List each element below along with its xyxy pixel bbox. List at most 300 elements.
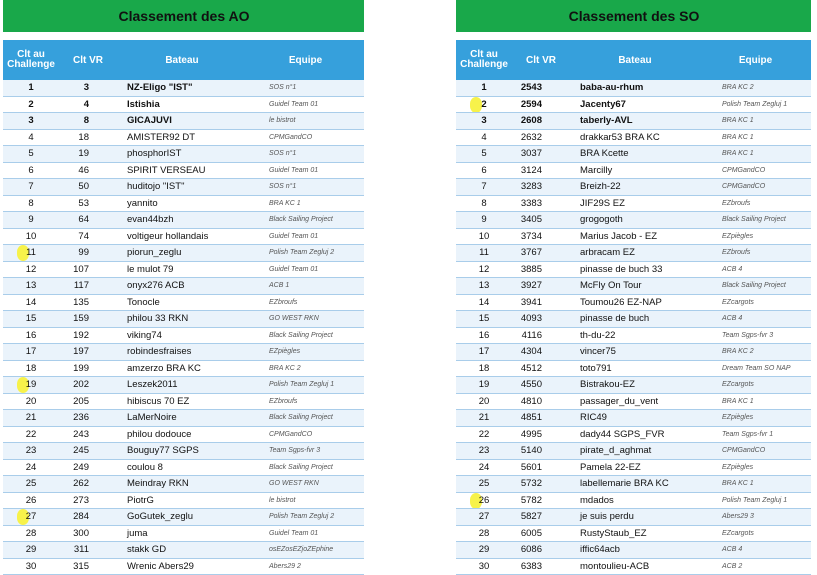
table-row [3,410,364,427]
boat-name-cell: GoGutek_zeglu [117,509,247,526]
table-row [3,377,364,394]
rank-cell: 6 [3,162,59,179]
boat-name-cell: je suis perdu [570,509,700,526]
team-cell: EZcargots [700,377,811,394]
boat-name-cell: toto791 [570,360,700,377]
team-cell: SOS n°1 [247,80,364,96]
boat-name-cell: drakkar53 BRA KC [570,129,700,146]
vr-rank-cell: 249 [59,459,117,476]
boat-name-cell: Wrenic Abers29 [117,558,247,575]
team-cell: BRA KC 2 [700,80,811,96]
team-cell: SOS n°1 [247,179,364,196]
boat-name-cell: taberly-AVL [570,113,700,130]
table-row [456,360,811,377]
team-cell: BRA KC 1 [700,146,811,163]
table-row [3,327,364,344]
vr-rank-cell: 3383 [512,195,570,212]
so-ranking-table [456,40,811,575]
vr-rank-cell: 99 [59,245,117,262]
table-row [456,509,811,526]
table-row [3,245,364,262]
rank-cell: 30 [456,558,512,575]
team-cell: BRA KC 1 [247,195,364,212]
rank-cell: 7 [456,179,512,196]
so-ranking-panel [456,0,811,572]
header-equipe: Equipe [700,40,811,80]
vr-rank-cell: 2594 [512,96,570,113]
team-cell: EZbroufs [247,393,364,410]
team-cell: EZbroufs [700,245,811,262]
ao-header-row [3,40,364,80]
team-cell: EZpiègles [247,344,364,361]
vr-rank-cell: 4810 [512,393,570,410]
boat-name-cell: pinasse de buch [570,311,700,328]
table-row [3,542,364,559]
boat-name-cell: Breizh-22 [570,179,700,196]
team-cell: Black Sailing Project [247,410,364,427]
rank-cell: 8 [3,195,59,212]
rank-cell: 4 [3,129,59,146]
vr-rank-cell: 4512 [512,360,570,377]
rank-cell: 20 [3,393,59,410]
vr-rank-cell: 2543 [512,80,570,96]
boat-name-cell: Istishia [117,96,247,113]
vr-rank-cell: 3405 [512,212,570,229]
rank-cell: 6 [456,162,512,179]
table-row [456,344,811,361]
table-row [456,377,811,394]
rank-cell: 17 [456,344,512,361]
table-row [456,525,811,542]
vr-rank-cell: 197 [59,344,117,361]
boat-name-cell: amzerzo BRA KC [117,360,247,377]
rank-cell: 23 [456,443,512,460]
rank-cell: 11 [456,245,512,262]
rank-cell: 26 [456,492,512,509]
boat-name-cell: juma [117,525,247,542]
table-row [456,96,811,113]
team-cell: Polish Team Zegluj 1 [700,492,811,509]
boat-name-cell: passager_du_vent [570,393,700,410]
rank-cell: 1 [3,80,59,96]
table-row [456,542,811,559]
rank-cell: 14 [456,294,512,311]
team-cell: Polish Team Zegluj 1 [247,377,364,394]
rank-cell: 27 [3,509,59,526]
table-row [3,443,364,460]
team-cell: Polish Team Zegluj 2 [247,245,364,262]
rank-cell: 5 [3,146,59,163]
boat-name-cell: voltigeur hollandais [117,228,247,245]
table-row [456,113,811,130]
table-row [3,162,364,179]
vr-rank-cell: 117 [59,278,117,295]
boat-name-cell: labellemarie BRA KC [570,476,700,493]
boat-name-cell: Toumou26 EZ-NAP [570,294,700,311]
vr-rank-cell: 107 [59,261,117,278]
table-row [3,525,364,542]
boat-name-cell: pirate_d_aghmat [570,443,700,460]
header-challenge: Clt au Challenge [3,40,59,80]
table-row [456,80,811,96]
team-cell: EZbroufs [247,294,364,311]
boat-name-cell: mdados [570,492,700,509]
table-row [3,311,364,328]
boat-name-cell: iffic64acb [570,542,700,559]
vr-rank-cell: 3037 [512,146,570,163]
vr-rank-cell: 3283 [512,179,570,196]
team-cell: EZpiègles [700,459,811,476]
rank-cell: 21 [456,410,512,427]
boat-name-cell: NZ-Eligo "IST" [117,80,247,96]
vr-rank-cell: 199 [59,360,117,377]
table-row [3,360,364,377]
rank-cell: 13 [456,278,512,295]
table-row [3,146,364,163]
vr-rank-cell: 262 [59,476,117,493]
boat-name-cell: le mulot 79 [117,261,247,278]
table-row [456,558,811,575]
rank-cell: 15 [456,311,512,328]
vr-rank-cell: 311 [59,542,117,559]
header-vr: Clt VR [512,40,570,80]
team-cell: EZbroufs [700,195,811,212]
vr-rank-cell: 236 [59,410,117,427]
table-row [456,492,811,509]
rank-cell: 14 [3,294,59,311]
team-cell: ACB 1 [247,278,364,295]
table-row [456,261,811,278]
vr-rank-cell: 2632 [512,129,570,146]
table-row [456,459,811,476]
rank-cell: 24 [3,459,59,476]
team-cell: Black Sailing Project [700,278,811,295]
table-row [3,492,364,509]
table-row [456,179,811,196]
boat-name-cell: piorun_zeglu [117,245,247,262]
table-row [456,327,811,344]
vr-rank-cell: 19 [59,146,117,163]
header-equipe: Equipe [247,40,364,80]
table-row [3,278,364,295]
team-cell: BRA KC 1 [700,129,811,146]
boat-name-cell: arbracam EZ [570,245,700,262]
rank-cell: 7 [3,179,59,196]
vr-rank-cell: 5601 [512,459,570,476]
vr-rank-cell: 8 [59,113,117,130]
table-row [3,129,364,146]
vr-rank-cell: 245 [59,443,117,460]
boat-name-cell: JIF29S EZ [570,195,700,212]
rank-cell: 1 [456,80,512,96]
boat-name-cell: AMISTER92 DT [117,129,247,146]
rank-cell: 15 [3,311,59,328]
boat-name-cell: GICAJUVI [117,113,247,130]
team-cell: Polish Team Zegluj 1 [700,96,811,113]
ao-title: Classement des AO [118,8,250,24]
rank-cell: 18 [456,360,512,377]
rank-cell: 20 [456,393,512,410]
team-cell: Team Sgps-fvr 3 [247,443,364,460]
team-cell: Guidel Team 01 [247,96,364,113]
table-row [3,179,364,196]
table-row [456,393,811,410]
boat-name-cell: RustyStaub_EZ [570,525,700,542]
rank-cell: 9 [3,212,59,229]
team-cell: Guidel Team 01 [247,261,364,278]
header-bateau: Bateau [117,40,247,80]
rank-cell: 3 [3,113,59,130]
vr-rank-cell: 4550 [512,377,570,394]
team-cell: BRA KC 1 [700,476,811,493]
vr-rank-cell: 4851 [512,410,570,427]
boat-name-cell: onyx276 ACB [117,278,247,295]
team-cell: ACB 4 [700,261,811,278]
team-cell: ACB 4 [700,311,811,328]
vr-rank-cell: 159 [59,311,117,328]
rank-cell: 2 [3,96,59,113]
rank-cell: 29 [456,542,512,559]
team-cell: osEZosEZjoZEphine [247,542,364,559]
boat-name-cell: huditojo "IST" [117,179,247,196]
team-cell: SOS n°1 [247,146,364,163]
vr-rank-cell: 6383 [512,558,570,575]
team-cell: EZpiègles [700,228,811,245]
team-cell: Guidel Team 01 [247,228,364,245]
vr-rank-cell: 3734 [512,228,570,245]
boat-name-cell: RIC49 [570,410,700,427]
vr-rank-cell: 5140 [512,443,570,460]
team-cell: CPMGandCO [700,443,811,460]
boat-name-cell: Marcilly [570,162,700,179]
boat-name-cell: dady44 SGPS_FVR [570,426,700,443]
vr-rank-cell: 273 [59,492,117,509]
vr-rank-cell: 50 [59,179,117,196]
so-title-banner [456,0,811,32]
boat-name-cell: LaMerNoire [117,410,247,427]
rank-cell: 29 [3,542,59,559]
table-row [456,476,811,493]
boat-name-cell: Meindray RKN [117,476,247,493]
boat-name-cell: PiotrG [117,492,247,509]
vr-rank-cell: 5827 [512,509,570,526]
table-row [456,195,811,212]
rank-cell: 18 [3,360,59,377]
team-cell: CPMGandCO [700,162,811,179]
table-row [3,96,364,113]
table-row [3,80,364,96]
boat-name-cell: vincer75 [570,344,700,361]
team-cell: EZcargots [700,525,811,542]
table-row [3,426,364,443]
team-cell: CPMGandCO [700,179,811,196]
team-cell: CPMGandCO [247,129,364,146]
rank-cell: 9 [456,212,512,229]
table-row [456,426,811,443]
rank-cell: 30 [3,558,59,575]
vr-rank-cell: 3885 [512,261,570,278]
table-row [3,344,364,361]
vr-rank-cell: 64 [59,212,117,229]
boat-name-cell: baba-au-rhum [570,80,700,96]
rank-cell: 3 [456,113,512,130]
team-cell: Abers29 3 [700,509,811,526]
boat-name-cell: hibiscus 70 EZ [117,393,247,410]
boat-name-cell: Pamela 22-EZ [570,459,700,476]
table-row [3,509,364,526]
rank-cell: 2 [456,96,512,113]
team-cell: EZpiègles [700,410,811,427]
boat-name-cell: yannito [117,195,247,212]
boat-name-cell: coulou 8 [117,459,247,476]
rank-cell: 11 [3,245,59,262]
team-cell: BRA KC 2 [247,360,364,377]
team-cell: Abers29 2 [247,558,364,575]
team-cell: Dream Team SO NAP [700,360,811,377]
vr-rank-cell: 74 [59,228,117,245]
rank-cell: 27 [456,509,512,526]
vr-rank-cell: 4093 [512,311,570,328]
boat-name-cell: evan44bzh [117,212,247,229]
rank-cell: 8 [456,195,512,212]
table-row [456,146,811,163]
table-row [456,278,811,295]
table-row [3,228,364,245]
rank-cell: 23 [3,443,59,460]
vr-rank-cell: 3124 [512,162,570,179]
rank-cell: 25 [3,476,59,493]
vr-rank-cell: 192 [59,327,117,344]
table-row [456,245,811,262]
team-cell: GO WEST RKN [247,311,364,328]
team-cell: Polish Team Zegluj 2 [247,509,364,526]
team-cell: BRA KC 1 [700,113,811,130]
rank-cell: 19 [3,377,59,394]
header-challenge: Clt au Challenge [456,40,512,80]
vr-rank-cell: 3941 [512,294,570,311]
boat-name-cell: robindesfraises [117,344,247,361]
vr-rank-cell: 53 [59,195,117,212]
header-bateau: Bateau [570,40,700,80]
team-cell: BRA KC 1 [700,393,811,410]
boat-name-cell: philou 33 RKN [117,311,247,328]
rank-cell: 12 [3,261,59,278]
boat-name-cell: th-du-22 [570,327,700,344]
vr-rank-cell: 5732 [512,476,570,493]
table-row [3,212,364,229]
rank-cell: 19 [456,377,512,394]
table-row [456,228,811,245]
boat-name-cell: montoulieu-ACB [570,558,700,575]
rank-cell: 25 [456,476,512,493]
boat-name-cell: Leszek2011 [117,377,247,394]
team-cell: GO WEST RKN [247,476,364,493]
ao-ranking-table [3,40,364,575]
team-cell: Black Sailing Project [247,212,364,229]
table-row [456,162,811,179]
team-cell: ACB 4 [700,542,811,559]
team-cell: Guidel Team 01 [247,525,364,542]
rank-cell: 22 [456,426,512,443]
vr-rank-cell: 18 [59,129,117,146]
boat-name-cell: BRA Kcette [570,146,700,163]
team-cell: Team Sgps-fvr 1 [700,426,811,443]
rank-cell: 12 [456,261,512,278]
team-cell: Black Sailing Project [700,212,811,229]
vr-rank-cell: 284 [59,509,117,526]
boat-name-cell: McFly On Tour [570,278,700,295]
boat-name-cell: Tonocle [117,294,247,311]
team-cell: BRA KC 2 [700,344,811,361]
boat-name-cell: philou dodouce [117,426,247,443]
boat-name-cell: Bistrakou-EZ [570,377,700,394]
vr-rank-cell: 4995 [512,426,570,443]
rank-cell: 22 [3,426,59,443]
boat-name-cell: pinasse de buch 33 [570,261,700,278]
vr-rank-cell: 135 [59,294,117,311]
rank-cell: 10 [456,228,512,245]
rank-cell: 28 [3,525,59,542]
team-cell: Black Sailing Project [247,327,364,344]
team-cell: Guidel Team 01 [247,162,364,179]
team-cell: Team Sgps-fvr 3 [700,327,811,344]
table-row [456,410,811,427]
table-row [3,459,364,476]
table-row [456,294,811,311]
table-row [3,113,364,130]
team-cell: EZcargots [700,294,811,311]
team-cell: Black Sailing Project [247,459,364,476]
table-row [3,393,364,410]
team-cell: le bistrot [247,492,364,509]
boat-name-cell: SPIRIT VERSEAU [117,162,247,179]
rank-cell: 16 [456,327,512,344]
table-row [3,558,364,575]
vr-rank-cell: 202 [59,377,117,394]
boat-name-cell: Marius Jacob - EZ [570,228,700,245]
boat-name-cell: Jacenty67 [570,96,700,113]
rank-cell: 28 [456,525,512,542]
boat-name-cell: viking74 [117,327,247,344]
vr-rank-cell: 4116 [512,327,570,344]
vr-rank-cell: 6005 [512,525,570,542]
boat-name-cell: stakk GD [117,542,247,559]
rank-cell: 5 [456,146,512,163]
table-row [456,311,811,328]
ao-title-banner [3,0,364,32]
vr-rank-cell: 3927 [512,278,570,295]
vr-rank-cell: 4 [59,96,117,113]
table-row [3,476,364,493]
rank-cell: 17 [3,344,59,361]
vr-rank-cell: 3 [59,80,117,96]
ao-ranking-panel [3,0,364,572]
table-row [456,129,811,146]
table-row [456,212,811,229]
vr-rank-cell: 315 [59,558,117,575]
vr-rank-cell: 243 [59,426,117,443]
vr-rank-cell: 6086 [512,542,570,559]
rank-cell: 24 [456,459,512,476]
so-header-row [456,40,811,80]
rank-cell: 13 [3,278,59,295]
rank-cell: 10 [3,228,59,245]
vr-rank-cell: 46 [59,162,117,179]
vr-rank-cell: 4304 [512,344,570,361]
vr-rank-cell: 2608 [512,113,570,130]
table-row [3,294,364,311]
rank-cell: 26 [3,492,59,509]
